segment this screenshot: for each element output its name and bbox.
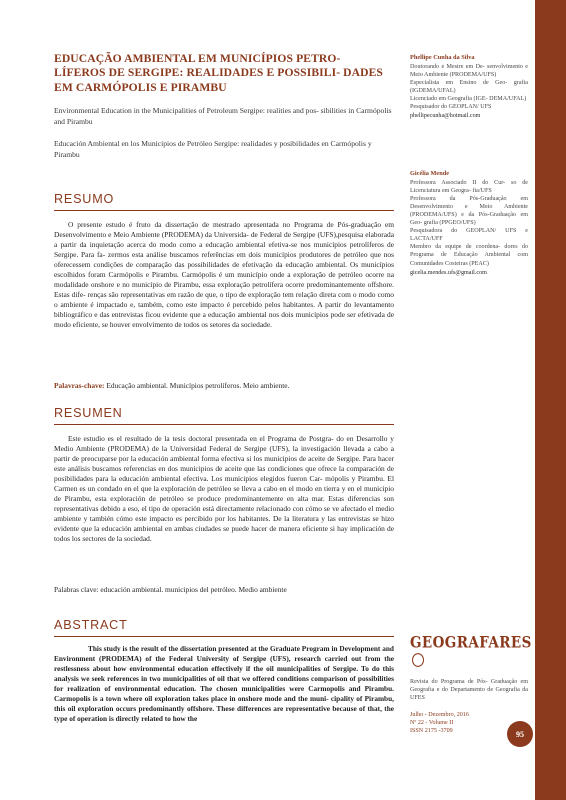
author-affiliation: Professora da Pós-Graduação em Desenvolvimento e Meio Ambiente (PRODEMA/UFS) e da Pós-Graduação em Geo- grafia (PPGEO/UFS) [410,196,528,227]
resumen-heading: RESUMEN [54,406,123,420]
author-email: phellipecunha@hotmail.com [410,113,481,120]
article-header [54,52,394,161]
author-affiliation: Professora Associado II do Cur- so de Licenciatura em Geogra- fia/UFS [410,180,528,195]
author-affiliation: Especialista em Ensino de Geo- grafia (IGDEMA/UFAL) [410,80,528,95]
author-name: Gicélia Mende [410,170,449,177]
journal-issue: Nº 22 - Volume II [410,719,454,726]
resumo-body: O presente estudo é fruto da dissertação de mestrado apresentada no Programa de Pós-graduação em Desenvolvimento e Meio Ambiente (PRODEMA) da Universida- de Federal de Sergipe (UFS),pesquisa elaborada a partir da inquietação acerca do modo como a educação ambiental efetiva-se nos municípios petrolíferos de Sergipe. Para fa- zermos esta análise buscamos referências em dois municípios produtores de petróleo que nos oferecessem condições de comparação das possibilidades de efetivação da educação ambiental. Os municípios escolhidos foram Carmópolis e Pirambu. Carmópolis é um município onde a exploração de petróleo ocorre na modalidade onshore e no município de Pirambu, essa exploração petrolífera ocorre predominantemente offshore. Estas dife- renças são representativas em razão de que, o tipo de exploração tem relação direta com o modo como o ambiente é impactado e, também, como este impacto é percebido pelos habitantes. A partir do levantamento bibliográfico e das entrevistas ficou evidente que a educação ambiental nos dois municípios pode ser efetivada de modo eficiente, se houver envolvimento de todos os setores da sociedade. [54,220,394,329]
keywords-list: Educação ambiental. Municípios petrolíferos. Meio ambiente. [104,381,290,390]
resumen-body: Este estudio es el resultado de la tesis doctoral presentada en el Programa de Postgra- do en Desarrollo y Medio Ambiente (PRODEMA) de la Universidad Federal de Sergipe (UFS), la investigación llevada a cabo a partir de preocuparse por la educación ambiental forma efectiva si los municipios de aceite de Sergipe. Para hacer este análisis buscamos referencias en dos municipios de aceite que las condiciones que ofrece la comparación de posibilidades para la educación ambiental efectiva. Los municipios elegidos fueron Car- mópolis y Pirambu. El Carmen es un condado en el que la exploración de petróleo se lleva a cabo en el modo en tierra y en el municipio de Pirambu, esta exploración de petróleo se produce predominantemente en alta mar. Estas diferencias son representativas debido a eso, el tipo de operación está directamente relacionado con cómo se ve afectado el medio ambiente y también cómo este impacto es percibido por los habitantes. De la literatura y las entrevistas se hizo evidente que la educación ambiental en ambas ciudades se puede hacer de manera eficiente si hay implicación de todos los sectores de la sociedad. [54,434,394,543]
journal-date: Julho - Dezembro, 2016 [410,711,469,718]
author-affiliation: Pesquisador do GEOPLAN/ UFS [410,104,492,111]
article-title: EDUCAÇÃO AMBIENTAL EM MUNICÍPIOS PETRO- LÍFEROS DE SERGIPE: REALIDADES E POSSIBILI- DADES EM CARMÓPOLIS E PIRAMBU [54,52,383,94]
resumo-keywords [54,381,394,391]
author-block-2 [410,170,528,277]
article-title-spanish: Educación Ambiental en los Municipios de Petróleo Sergipe: realidades y posibilidades en Carmópolis y Pirambu [54,139,372,159]
journal-logo-text: GEOGRAFARES [410,633,532,652]
abstract-text [54,644,394,724]
abstract-body: This study is the result of the dissertation presented at the Graduate Program in Development and Environment (PRODEMA) of the Federal University of Sergipe (UFS), research carried out from the restlessness about how environmental education effectively if the oil municipalities of Sergipe. To do this analysis we seek references in two municipalities of oil that we offered conditions comparison of possibilities for realization of environmental education. The chosen municipalities were Carmopolis and Pirambu. Carmopolis is a town where oil exploration takes place in onshore mode and the muni- cipality of Pirambu, this oil exploration occurs predominantly offshore. These differences are representative because of that, the type of operation is directly related to how the [54,644,394,723]
author-block-1 [410,54,528,120]
journal-description: Revista do Programa de Pós- Graduação em Geografia e do Departamento de Geografia da UFES [410,679,528,702]
resumo-rule [54,210,394,211]
resumo-heading: RESUMO [54,192,115,206]
resumen-keywords: Palabras clave: educación ambiental. municipios del petróleo. Medio ambiente [54,585,287,594]
author-email: gicelia.mendes.ufs@gmail.com [410,269,487,276]
journal-issn: ISSN 2175 -3709 [410,728,453,735]
page-side-bar [535,0,566,800]
author-affiliation: Doutorando e Mestre em De- senvolvimento e Meio Ambiente (PRODEMA/UFS) [410,64,528,79]
resumen-text [54,434,394,543]
page-number: 95 [507,721,533,747]
author-affiliation: Pesquisadora do GEOPLAN/ UFS e LACTA/UFF [410,228,528,243]
author-name: Phellipe Cunha da Silva [410,54,475,61]
resumo-text [54,220,394,329]
author-affiliation: Licenciado em Geografia (IGE- DEMA/UFAL) [410,96,527,103]
globe-icon [412,653,424,667]
journal-info [410,633,532,735]
abstract-heading: ABSTRACT [54,618,128,632]
resumen-rule [54,424,394,425]
article-title-english: Environmental Education in the Municipalities of Petroleum Sergipe: realities and pos- sibilities in Carmópolis and Pirambu [54,106,392,126]
abstract-rule [54,636,394,637]
journal-issue-info [410,711,528,736]
journal-logo [410,633,532,671]
author-affiliation: Membro da equipe de coordena- dores do Programa de Educação Ambiental com Comunidades Costeiras (PEAC) [410,244,528,267]
keywords-label: Palavras-chave: [54,381,105,390]
